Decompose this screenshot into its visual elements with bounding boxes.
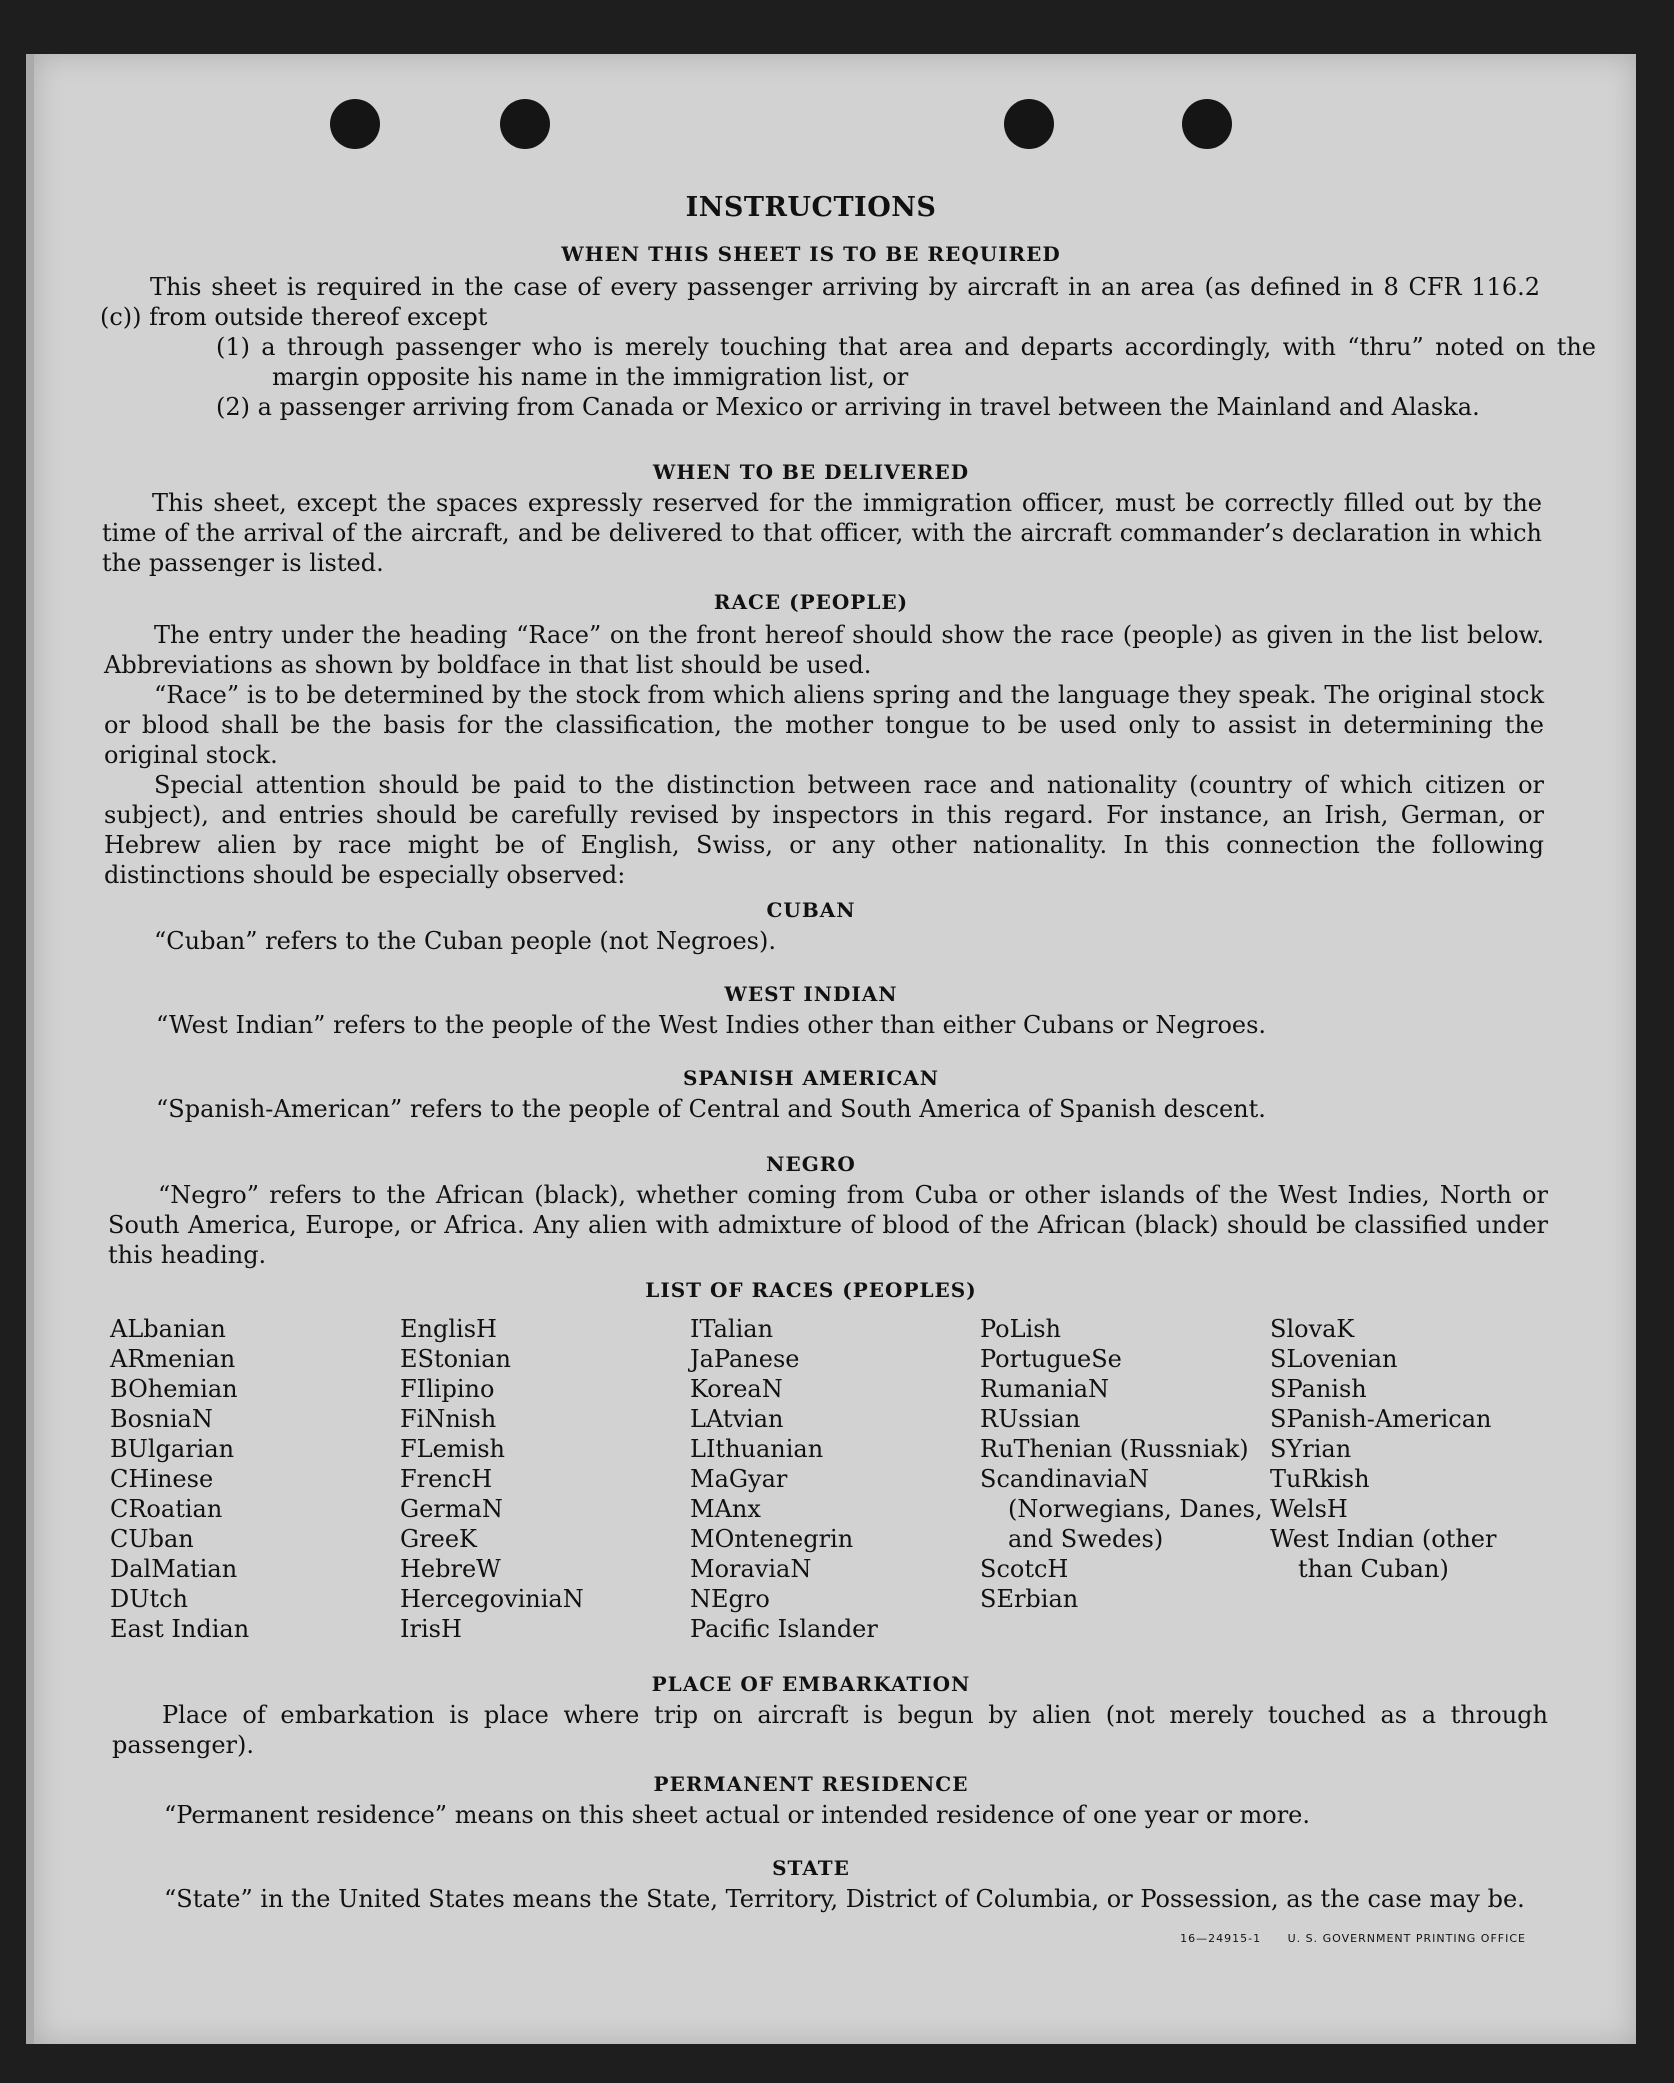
section-heading: PLACE OF EMBARKATION xyxy=(651,1672,971,1696)
race-item: EnglisH xyxy=(400,1315,497,1343)
punch-hole xyxy=(500,99,550,149)
paragraph: “Spanish-American” refers to the people of Central and South America of Spanish descent. xyxy=(156,1095,1266,1123)
paragraph: “State” in the United States means the State, Territory, District of Columbia, or Possession, as the case may be. xyxy=(164,1885,1525,1913)
section-heading: NEGRO xyxy=(766,1152,856,1176)
race-item: PortugueSe xyxy=(980,1345,1122,1373)
section-heading: PERMANENT RESIDENCE xyxy=(653,1772,969,1796)
race-item: West Indian (other than Cuban) xyxy=(1270,1525,1497,1583)
printer-credit: U. S. GOVERNMENT PRINTING OFFICE xyxy=(1287,1932,1526,1945)
race-item: CRoatian xyxy=(110,1495,223,1523)
race-item: MAnx xyxy=(690,1495,761,1523)
race-item: LIthuanian xyxy=(690,1435,824,1463)
race-item: RumaniaN xyxy=(980,1375,1110,1403)
race-item: DalMatian xyxy=(110,1555,238,1583)
races-column-3 xyxy=(690,1314,878,1644)
race-item: MoraviaN xyxy=(690,1555,812,1583)
punch-hole xyxy=(330,99,380,149)
race-item: FLemish xyxy=(400,1435,505,1463)
paragraph: This sheet, except the spaces expressly reserved for the immigration officer, must be correctly filled out by the time of the arrival of the aircraft, and be delivered to that officer, with the aircraft commander’s declaration in which the passenger is listed. xyxy=(102,489,1542,577)
race-item: FIlipino xyxy=(400,1375,495,1403)
paragraph: “West Indian” refers to the people of the West Indies other than either Cubans or Negroes. xyxy=(156,1011,1267,1039)
races-column-5 xyxy=(1270,1314,1558,1584)
race-item: LAtvian xyxy=(690,1405,784,1433)
race-item: Pacific Islander xyxy=(690,1615,878,1643)
race-item: East Indian xyxy=(110,1615,250,1643)
race-item: GermaN xyxy=(400,1495,503,1523)
paragraph: “Race” is to be determined by the stock from which aliens spring and the language they speak. The original stock or blood shall be the basis for the classification, the mother tongue to be used only to assist in determining the original stock. xyxy=(104,681,1544,769)
race-item: SPanish xyxy=(1270,1375,1367,1403)
race-item: SPanish-American xyxy=(1270,1405,1492,1433)
race-item: HebreW xyxy=(400,1555,501,1583)
race-item: IrisH xyxy=(400,1615,462,1643)
paragraph: “Negro” refers to the African (black), whether coming from Cuba or other islands of the West Indies, North or South America, Europe, or Africa. Any alien with admixture of blood of the African (black) should be classified under this heading. xyxy=(108,1181,1548,1269)
race-item: CUban xyxy=(110,1525,194,1553)
section-heading: LIST OF RACES (PEOPLES) xyxy=(645,1278,977,1302)
paragraph: Special attention should be paid to the distinction between race and nationality (country of which citizen or subject), and entries should be carefully revised by inspectors in this regard. For instance, an Irish, German, or Hebrew alien by race might be of English, Swiss, or any other nationality. In this connection the following distinctions should be especially observed: xyxy=(104,771,1544,889)
section-heading: STATE xyxy=(772,1856,850,1880)
page-title: INSTRUCTIONS xyxy=(685,192,937,223)
list-item: (1) a through passenger who is merely touching that area and departs accordingly, with “thru” noted on the margin opposite his name in the immigration list, or xyxy=(216,333,1596,391)
paragraph: “Permanent residence” means on this sheet actual or intended residence of one year or more. xyxy=(164,1801,1310,1829)
race-item: ALbanian xyxy=(110,1315,226,1343)
race-item: EStonian xyxy=(400,1345,511,1373)
section-heading: CUBAN xyxy=(766,898,856,922)
footer-imprint xyxy=(1158,1932,1526,1945)
race-item: NEgro xyxy=(690,1585,770,1613)
race-item: RuThenian (Russniak) xyxy=(980,1435,1249,1463)
race-item: BosniaN xyxy=(110,1405,213,1433)
races-column-1 xyxy=(110,1314,249,1644)
section-heading: SPANISH AMERICAN xyxy=(682,1066,940,1090)
race-item: ScandinaviaN (Norwegians, Danes, and Swedes) xyxy=(980,1465,1263,1553)
list-item: (2) a passenger arriving from Canada or Mexico or arriving in travel between the Mainland and Alaska. xyxy=(216,393,1480,421)
race-item: HercegoviniaN xyxy=(400,1585,584,1613)
race-item: ScotcH xyxy=(980,1555,1069,1583)
race-item: BUlgarian xyxy=(110,1435,235,1463)
races-column-2 xyxy=(400,1314,584,1644)
race-item: SLovenian xyxy=(1270,1345,1398,1373)
section-heading: WHEN TO BE DELIVERED xyxy=(652,460,970,484)
race-item: MOntenegrin xyxy=(690,1525,854,1553)
races-column-4 xyxy=(980,1314,1268,1614)
paragraph: Place of embarkation is place where trip on aircraft is begun by alien (not merely touched as a through passenger). xyxy=(112,1701,1548,1759)
race-item: TuRkish xyxy=(1270,1465,1370,1493)
race-item: DUtch xyxy=(110,1585,189,1613)
paragraph: “Cuban” refers to the Cuban people (not Negroes). xyxy=(154,927,776,955)
race-item: ITalian xyxy=(690,1315,774,1343)
race-item: SYrian xyxy=(1270,1435,1352,1463)
form-number: 16—24915-1 xyxy=(1180,1932,1262,1945)
section-heading: WEST INDIAN xyxy=(724,982,898,1006)
section-heading: WHEN THIS SHEET IS TO BE REQUIRED xyxy=(561,242,1061,266)
document-page xyxy=(26,54,1636,2044)
race-item: RUssian xyxy=(980,1405,1081,1433)
race-item: FiNnish xyxy=(400,1405,497,1433)
race-item: KoreaN xyxy=(690,1375,783,1403)
race-item: SErbian xyxy=(980,1585,1079,1613)
paragraph: This sheet is required in the case of every passenger arriving by aircraft in an area (as defined in 8 CFR 116.2 (c)) from outside thereof except xyxy=(100,273,1540,331)
punch-hole xyxy=(1004,99,1054,149)
race-item: BOhemian xyxy=(110,1375,238,1403)
race-item: PoLish xyxy=(980,1315,1062,1343)
race-item: GreeK xyxy=(400,1525,477,1553)
paragraph: The entry under the heading “Race” on the front hereof should show the race (people) as given in the list below. Abbreviations as shown by boldface in that list should be used. xyxy=(104,621,1544,679)
race-item: CHinese xyxy=(110,1465,214,1493)
race-item: MaGyar xyxy=(690,1465,788,1493)
race-item: ARmenian xyxy=(110,1345,236,1373)
race-item: SlovaK xyxy=(1270,1315,1355,1343)
race-item: WelsH xyxy=(1270,1495,1348,1523)
punch-hole xyxy=(1182,99,1232,149)
race-item: JaPanese xyxy=(690,1345,800,1373)
section-heading: RACE (PEOPLE) xyxy=(713,590,909,614)
race-item: FrencH xyxy=(400,1465,493,1493)
